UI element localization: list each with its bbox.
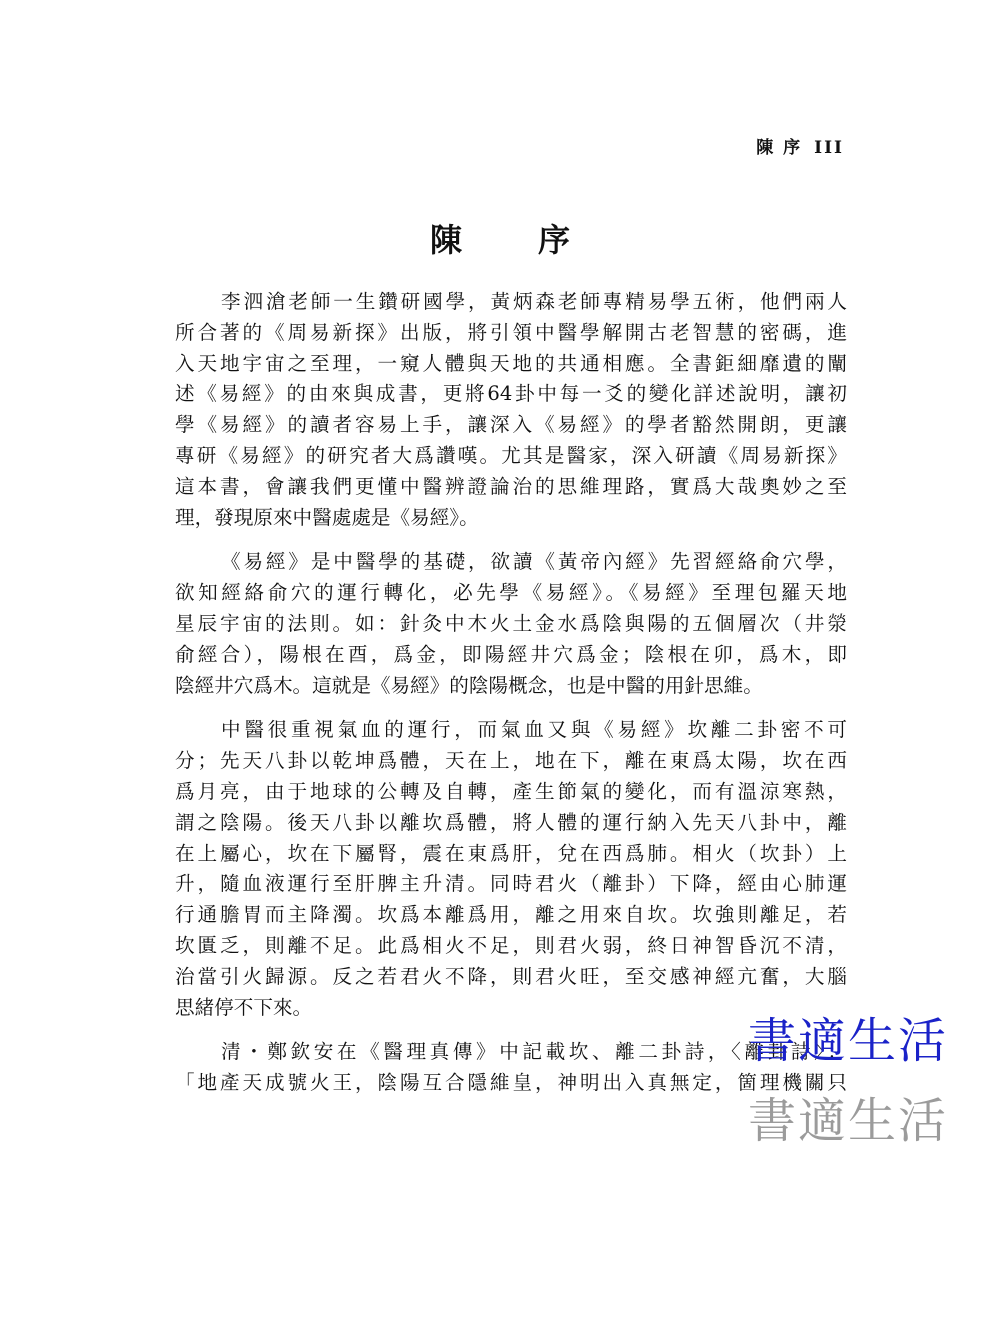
paragraph-2 [175,547,847,701]
watermark-primary: 書適生活 [747,1013,948,1069]
text-line: 分；先天八卦以乾坤爲體，天在上，地在下，離在東爲太陽，坎在西 [175,749,847,773]
text-line: 陰經井穴爲木。這就是《易經》的陰陽概念，也是中醫的用針思維。 [175,673,763,697]
text-line: 行通膽胃而主降濁。坎爲本離爲用，離之用來自坎。坎強則離足，若 [175,903,847,927]
text-line: 「地產天成號火王，陰陽互合隱維皇，神明出入真無定，箇理機關只 [175,1071,847,1095]
paragraph-1 [175,287,847,533]
text-line: 專研《易經》的研究者大爲讚嘆。尤其是醫家，深入研讀《周易新探》 [175,443,847,467]
text-line: 治當引火歸源。反之若君火不降，則君火旺，至交感神經亢奮，大腦 [175,964,847,988]
text-line: 爲月亮，由于地球的公轉及自轉，產生節氣的變化，而有溫涼寒熱， [175,779,847,803]
paragraph-3 [175,715,847,1023]
text-line: 星辰宇宙的法則。如：針灸中木火土金水爲陰與陽的五個層次（井滎 [175,611,847,635]
text-line: 中醫很重視氣血的運行，而氣血又與《易經》坎離二卦密不可 [221,718,847,742]
text-line: 《易經》是中醫學的基礎，欲讀《黃帝內經》先習經絡俞穴學， [221,550,847,574]
text-line: 入天地宇宙之至理，一窺人體與天地的共通相應。全書鉅細靡遺的闡 [175,351,847,375]
text-line: 謂之陰陽。後天八卦以離坎爲體，將人體的運行納入先天八卦中，離 [175,810,847,834]
text-line: 升，隨血液運行至肝脾主升清。同時君火（離卦）下降，經由心肺運 [175,872,847,896]
text-line: 理，發現原來中醫處處是《易經》。 [175,505,479,529]
page-number: III [814,138,844,158]
text-line: 所合著的《周易新探》出版，將引領中醫學解開古老智慧的密碼，進 [175,320,847,344]
text-line: 在上屬心，坎在下屬腎，震在東爲肝，兌在西爲肺。相火（坎卦）上 [175,841,847,865]
text-line: 這本書，會讓我們更懂中醫辨證論治的思維理路，實爲大哉奧妙之至 [175,474,847,498]
text-line: 俞經合），陽根在酉，爲金，即陽經井穴爲金；陰根在卯，爲木，即 [175,642,847,666]
page-title: 陳 序 [429,221,592,259]
text-line: 欲知經絡俞穴的運行轉化，必先學《易經》。《易經》至理包羅天地 [175,581,847,605]
paragraph-4 [175,1037,847,1099]
running-header [756,133,844,158]
text-line: 坎匱乏，則離不足。此爲相火不足，則君火弱，終日神智昏沉不清， [175,933,847,957]
text-line: 清・鄭欽安在《醫理真傳》中記載坎、離二卦詩，〈離卦詩〉： [221,1040,847,1064]
body-text [175,287,847,1113]
text-line: 李泗滄老師一生鑽研國學，黃炳森老師專精易學五術，他們兩人 [221,290,847,313]
text-line: 學《易經》的讀者容易上手，讓深入《易經》的學者豁然開朗，更讓 [175,413,847,437]
watermark-secondary: 書適生活 [747,1093,948,1149]
text-line: 思緒停不下來。 [175,995,313,1019]
text-line: 述《易經》的由來與成書，更將64卦中每一爻的變化詳述說明，讓初 [175,382,847,406]
running-title: 陳 序 [756,138,803,158]
